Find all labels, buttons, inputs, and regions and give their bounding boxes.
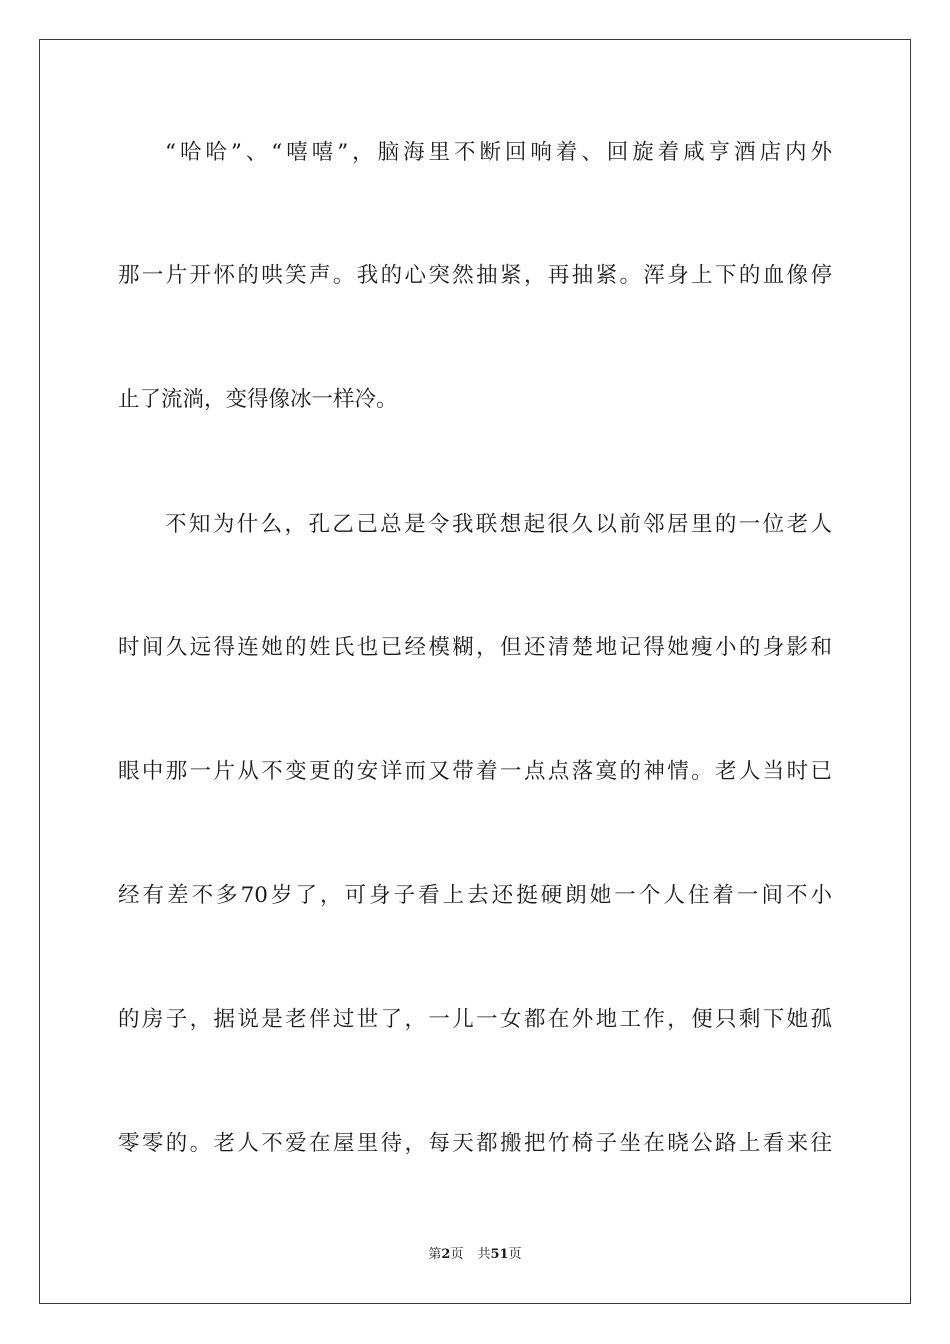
page-number: 2 [441,1247,451,1262]
text-line: 的房子，据说是老伴过世了，一儿一女都在外地工作，便只剩下她孤 [118,1007,832,1032]
page-border [39,39,911,1304]
text-line: 时间久远得连她的姓氏也已经模糊，但还清楚地记得她瘦小的身影和 [118,635,832,660]
text-line: 零零的。老人不爱在屋里待，每天都搬把竹椅子坐在晓公路上看来往 [118,1131,832,1156]
text-line: “哈哈”、“嘻嘻”，脑海里不断回响着、回旋着咸亨酒店内外 [165,140,832,165]
text-line: 眼中那一片从不变更的安详而又带着一点点落寞的神情。老人当时已 [118,759,832,784]
total-suffix: 页 [508,1247,522,1262]
total-prefix: 共 [477,1247,491,1262]
page-prefix: 第 [428,1247,442,1262]
text-line: 经有差不多70岁了，可身子看上去还挺硬朗她一个人住着一间不小 [118,883,832,908]
text-line: 不知为什么，孔乙己总是令我联想起很久以前邻居里的一位老人 [165,512,832,537]
text-line: 止了流淌，变得像冰一样冷。 [118,387,398,412]
total-pages: 51 [490,1247,509,1262]
page-suffix: 页 [450,1247,464,1262]
text-line: 那一片开怀的哄笑声。我的心突然抽紧，再抽紧。浑身上下的血像停 [118,263,832,288]
page-footer [0,1246,950,1264]
